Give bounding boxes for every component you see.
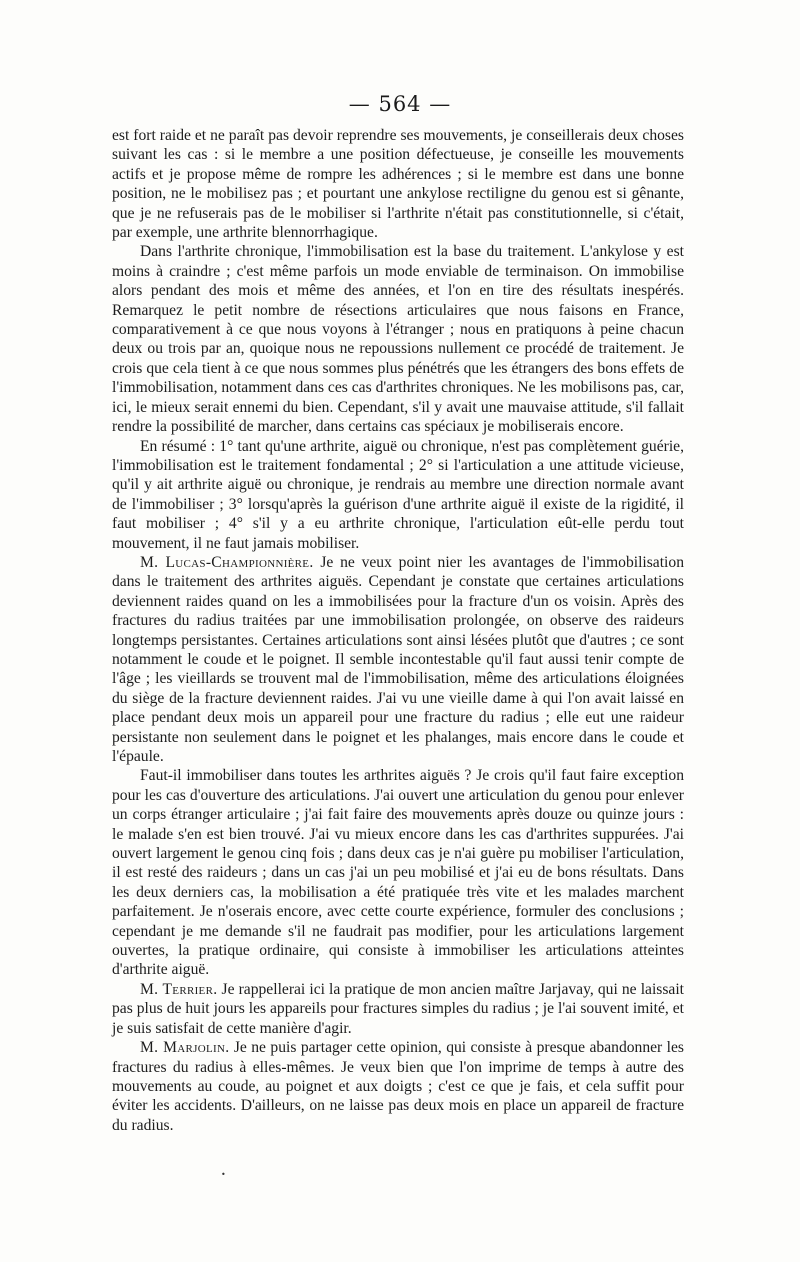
paragraph-text: Faut-il immobiliser dans toutes les arthrites aiguës ? Je crois qu'il faut faire exception pour les cas d'ouverture des articulations. J'ai ouvert une articulation du genou pour enlever un corps étranger articulaire ; j'ai fait faire des mouvements après douze ou quinze jours : le malade s'en est bien trouvé. J'ai vu mieux encore dans les cas d'arthrites suppurées. J'ai ouvert largement le genou cinq fois ; dans deux cas je n'ai guère pu mobiliser l'articulation, il est resté des raideurs ; dans un cas j'ai un peu mobilisé et j'ai eu de bons résultats. Dans les deux derniers cas, la mobilisation a été pratiquée très vite et les malades marchent parfaitement. Je n'oserais encore, avec cette courte expérience, formuler des conclusions ; cependant je me demande s'il ne faudrait pas modifier, pour les articulations largement ouvertes, la pratique ordinaire, qui consiste à immobiliser les articulations atteintes d'arthrite aiguë. xyxy=(112,767,684,979)
paragraph-open-joints xyxy=(112,766,684,979)
page-number: — 564 — xyxy=(348,92,452,116)
speaker-name: M. Lucas-Championnière. xyxy=(140,553,314,571)
paragraph-text: Je rappellerai ici la pratique de mon ancien maître Jarjavay, qui ne laissait pas plus de huit jours les appareils pour fractures simples du radius ; je l'ai souvent imité, et je suis satisfait de cette manière d'agir. xyxy=(112,980,685,1037)
paragraph-text: Je ne veux point nier les avantages de l'immobilisation dans le traitement des arthrites aiguës. Cependant je constate que certaines articulations deviennent raides quand on les a immobilisées pour la fracture d'un os voisin. Après des fractures du radius traitées par une immobilisation prolongée, on observe des raideurs longtemps persistantes. Certaines articulations sont ainsi lésées plutôt que d'autres ; ce sont notamment le coude et le poignet. Il semble incontestable qu'il faut aussi tenir compte de l'âge ; les vieillards se trouvent mal de l'immobilisation, même des articulations éloignées du siège de la fracture deviennent raides. J'ai vu une vieille dame à qui l'on avait laissé en place pendant deux mois un appareil pour une fracture du radius ; elle eut une raideur persistante non seulement dans le poignet et les phalanges, mais encore dans le coude et l'épaule. xyxy=(112,553,684,765)
paragraph-text: Dans l'arthrite chronique, l'immobilisation est la base du traitement. L'ankylose y est moins à craindre ; c'est même parfois un mode enviable de terminaison. On immobilise alors pendant des mois et même des années, et l'on en tire des résultats inespérés. Remarquez le petit nombre de résections articulaires que nous faisons en France, comparativement à ce que nous voyons à l'étranger ; nous en pratiquons à peine chacun deux ou trois par an, quoique nous ne repoussions nullement ce procédé de traitement. Je crois que cela tient à ce que nous sommes plus pénétrés que les étrangers des bons effets de l'immobilisation, notamment dans ces cas d'arthrites chroniques. Ne les mobilisons pas, car, ici, le mieux serait ennemi du bien. Cependant, s'il y avait une mauvaise attitude, s'il fallait rendre la possibilité de marcher, dans certains cas spéciaux je mobiliserais encore. xyxy=(112,243,684,436)
paragraph-marjolin xyxy=(112,1038,684,1135)
body-text xyxy=(112,126,684,1135)
paragraph-text: En résumé : 1° tant qu'une arthrite, aiguë ou chronique, n'est pas complètement guérie, l'immobilisation est le traitement fondamental ; 2° si l'articulation a une attitude vicieuse, qu'il y ait arthrite aiguë ou chronique, je rendrais au membre une direction normale avant de l'immobiliser ; 3° lorsqu'après la guérison d'une arthrite aiguë il existe de la rigidité, il faut mobiliser ; 4° s'il y a eu arthrite chronique, l'articulation eût-elle perdu tout mouvement, il ne faut jamais mobiliser. xyxy=(112,437,684,552)
speaker-name: M. Terrier. xyxy=(140,980,218,998)
paragraph-text: est fort raide et ne paraît pas devoir reprendre ses mouvements, je conseillerais deux choses suivant les cas : si le membre a une position défectueuse, je conseille les mouvements actifs et je propose même de rompre les adhérences ; si le membre est dans une bonne position, ne le mobilisez pas ; et pourtant une ankylose rectiligne du genou est si gênante, que je ne refuserais pas de le mobiliser si l'arthrite n'était pas constitutionnelle, si c'était, par exemple, une arthrite blennorrhagique. xyxy=(112,127,684,242)
ink-dot: • xyxy=(221,1170,226,1179)
paragraph-chronic-arthritis xyxy=(112,242,684,436)
paragraph-lucas-championniere xyxy=(112,553,684,766)
speaker-name: M. Marjolin. xyxy=(140,1039,230,1057)
paragraph-summary xyxy=(112,437,684,553)
paragraph-terrier xyxy=(112,980,684,1038)
paragraph-continuation xyxy=(112,126,684,242)
paragraph-text: Je ne puis partager cette opinion, qui consiste à presque abandonner les fractures du radius à elles-mêmes. Je veux bien que l'on imprime de temps à autre des mouvements au coude, au poignet et aux doigts ; c'est ce que je fais, et cela suffit pour éviter les accidents. D'ailleurs, on ne laisse pas deux mois en place un appareil de fracture du radius. xyxy=(112,1039,685,1134)
